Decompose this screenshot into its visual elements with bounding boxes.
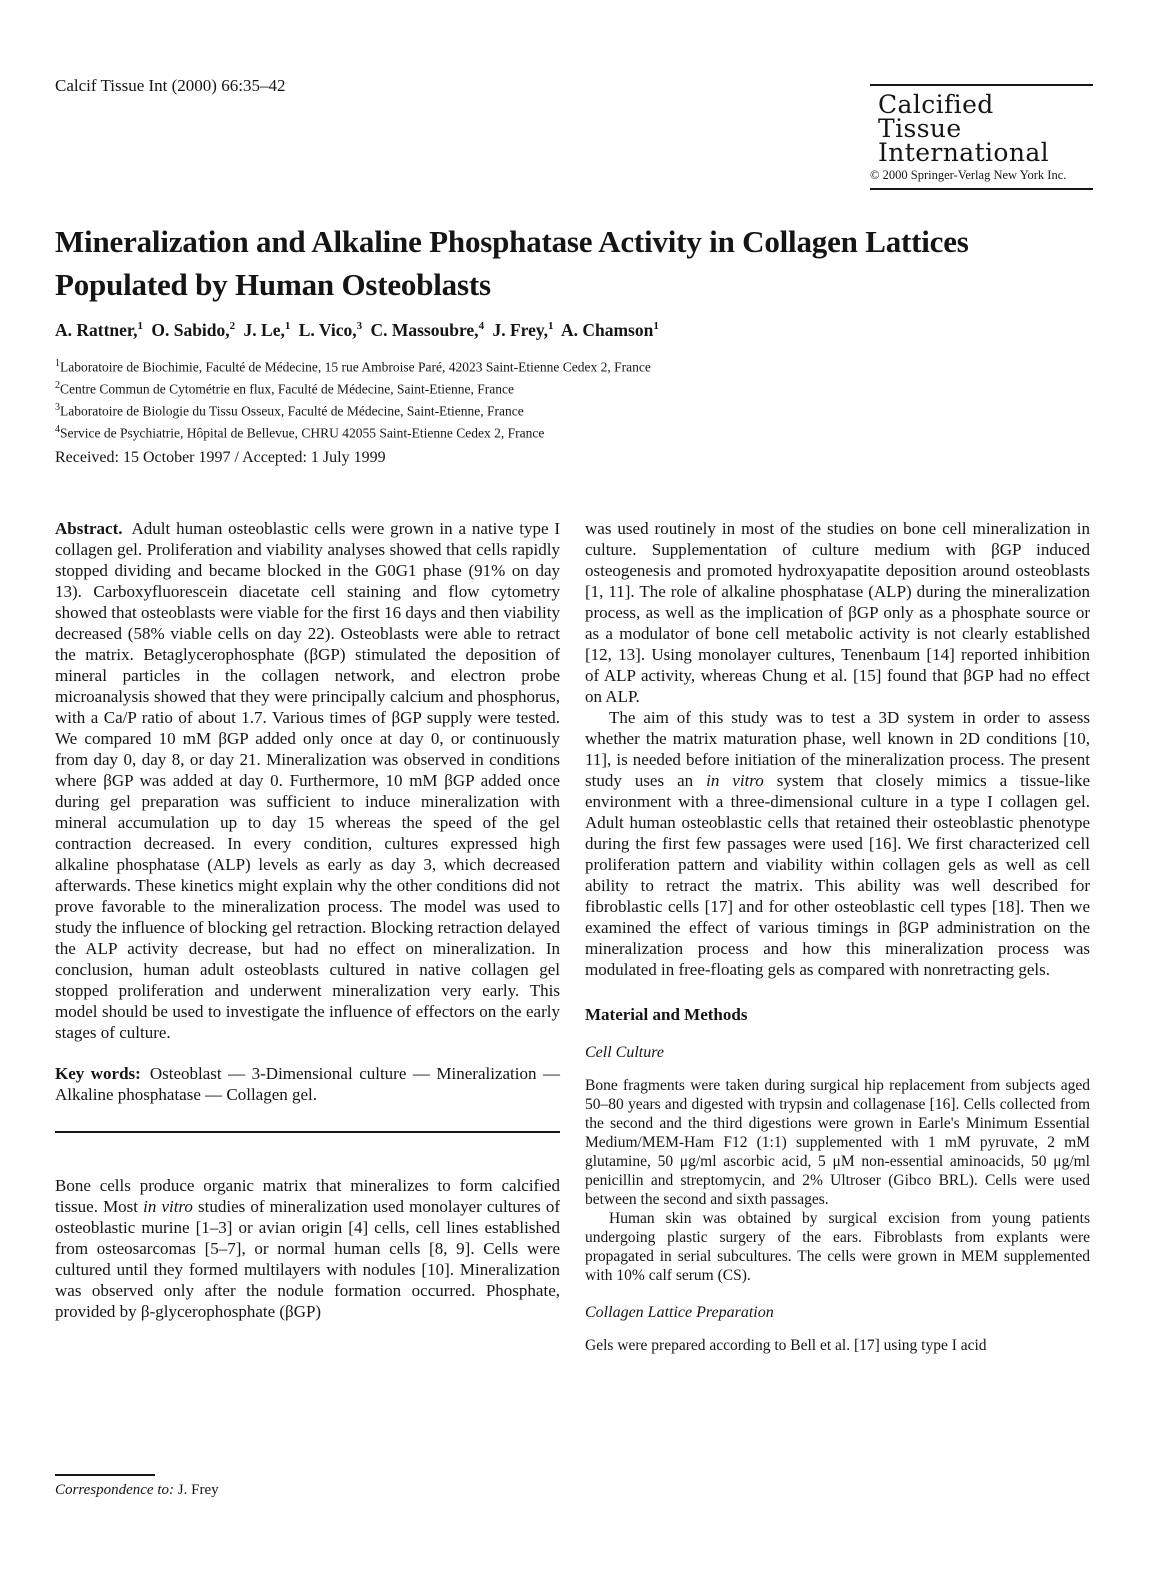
- cell-culture-paragraph-1: Bone fragments were taken during surgical hip replacement from subjects aged 50–80 years and digested with trypsin and collagenase [16]. Cells collected from the second and the third digestions were grown in Earle's Minimum Essential Medium/MEM-Ham F12 (1:1) supplemented with 1 mM pyruvate, 2 mM glutamine, 50 μg/ml ascorbic acid, 5 μM non-essential aminoacids, 50 μg/ml penicillin and streptomycin, and 2% Ultroser (Gibco BRL). Cells were used between the second and sixth passages.: [585, 1077, 1090, 1208]
- journal-logo: [870, 84, 1093, 190]
- keywords-text: Osteoblast — 3-Dimensional culture — Mineralization — Alkaline phosphatase — Collagen gel.: [55, 1064, 561, 1104]
- correspondence-text: J. Frey: [174, 1482, 219, 1498]
- journal-logo-line2: Tissue: [878, 114, 962, 143]
- collagen-lattice-paragraph: Gels were prepared according to Bell et al. [17] using type I acid: [585, 1337, 987, 1354]
- body-paragraph-continuation: was used routinely in most of the studies on bone cell mineralization in culture. Supplementation of culture medium with βGP induced osteogenesis and promoted hydroxyapatite deposition around osteoblasts [1, 11]. The role of alkaline phosphatase (ALP) during the mineralization process, as well as the implication of βGP only as a phosphate source or as a modulator of bone cell metabolic activity is not clearly established [12, 13]. Using monolayer cultures, Tenenbaum [14] reported inhibition of ALP activity, whereas Chung et al. [15] found that βGP had no effect on ALP.: [585, 519, 1090, 706]
- keywords-paragraph: [55, 1063, 560, 1105]
- abstract-label: Abstract.: [55, 519, 123, 538]
- author: A. Chamson$^1$: [560, 320, 659, 340]
- abstract-text: Adult human osteoblastic cells were grown in a native type I collagen gel. Proliferation and viability analyses showed that cells rapidly stopped dividing and became blocked in the G0G1 phase (91% on day 13). Carboxyfluorescein diacetate cell staining and flow cytometry showed that osteoblasts were viable for the first 16 days and then viability decreased (58% viable cells on day 22). Osteoblasts were able to retract the matrix. Betaglycerophosphate (βGP) stimulated the deposition of mineral particles in the collagen network, and electron probe microanalysis showed that they were principally calcium and phosphorus, with a Ca/P ratio of about 1.7. Various times of βGP supply were tested. We compared 10 mM βGP added only once at day 0, or continuously from day 0, day 8, or day 21. Mineralization was observed in conditions where βGP was added at day 0. Furthermore, 10 mM βGP added once during gel preparation was sufficient to induce mineralization with mineral accumulation up to day 15 whereas the speed of the gel contraction decreased. In every condition, cultures expressed high alkaline phosphatase (ALP) levels as early as day 3, which decreased afterwards. These kinetics might explain why the other conditions did not prove favorable to the mineralization process. The model was used to study the influence of blocking gel retraction. Blocking retraction delayed the ALP activity decrease, but had no effect on mineralization. In conclusion, human adult osteoblasts cultured in native collagen gel stopped proliferation and underwent mineralization very early. This model should be used to investigate the influence of effectors on the early stages of culture.: [55, 519, 560, 1042]
- keywords-label: Key words:: [55, 1064, 141, 1083]
- author: L. Vico,$^3$: [298, 320, 363, 340]
- two-column-body: [55, 518, 1090, 1355]
- article-title: Mineralization and Alkaline Phosphatase Activity in Collagen Lattices Populated by Human Osteoblasts: [55, 224, 969, 302]
- abstract-paragraph: [55, 518, 560, 1043]
- journal-reference: Calcif Tissue Int (2000) 66:35–42: [55, 76, 286, 95]
- section-heading-material-and-methods: Material and Methods: [585, 1005, 748, 1024]
- author: C. Massoubre,$^4$: [370, 320, 485, 340]
- correspondence-note: [55, 1474, 560, 1499]
- author: J. Frey,$^1$: [492, 320, 554, 340]
- authors-line: [55, 320, 1095, 341]
- received-accepted-line: Received: 15 October 1997 / Accepted: 1 July 1999: [55, 449, 386, 466]
- right-column: [585, 518, 1090, 1355]
- copyright-line: © 2000 Springer-Verlag New York Inc.: [870, 168, 1067, 182]
- subsection-collagen-lattice-preparation: Collagen Lattice Preparation: [585, 1304, 774, 1321]
- affiliations-block: [55, 355, 1095, 443]
- journal-logo-line1: Calcified: [878, 90, 994, 119]
- left-column: [55, 518, 560, 1355]
- section-divider-rule: [55, 1131, 560, 1133]
- author: J. Le,$^1$: [243, 320, 291, 340]
- affiliation-row: $^3$Laboratoire de Biologie du Tissu Osseux, Faculté de Médecine, Saint-Etienne, France: [55, 402, 524, 419]
- subsection-cell-culture: Cell Culture: [585, 1044, 664, 1061]
- affiliation-row: $^4$Service de Psychiatrie, Hôpital de Bellevue, CHRU 42055 Saint-Etienne Cedex 2, France: [55, 424, 545, 441]
- introduction-paragraph: Bone cells produce organic matrix that mineralizes to form calcified tissue. Most in vitro studies of mineralization used monolayer cultures of osteoblastic murine [1–3] or avian origin [4] cells, cell lines established from osteosarcomas [5–7], or normal human cells [8, 9]. Cells were cultured until they formed multilayers with nodules [10]. Mineralization was observed only after the nodule formation occurred. Phosphate, provided by β-glycerophosphate (βGP): [55, 1176, 560, 1321]
- correspondence-label: Correspondence to:: [55, 1482, 175, 1498]
- footnote-rule: [55, 1474, 155, 1476]
- affiliation-row: $^2$Centre Commun de Cytométrie en flux, Faculté de Médecine, Saint-Etienne, France: [55, 380, 514, 397]
- cell-culture-paragraph-2: Human skin was obtained by surgical excision from young patients undergoing plastic surgery of the ears. Fibroblasts from explants were propagated in serial subcultures. The cells were grown in MEM supplemented with 10% calf serum (CS).: [585, 1210, 1090, 1284]
- author: O. Sabido,$^2$: [151, 320, 236, 340]
- journal-logo-name: [870, 90, 1093, 167]
- aim-paragraph: The aim of this study was to test a 3D system in order to assess whether the matrix maturation phase, well known in 2D conditions [10, 11], is needed before initiation of the mineralization process. The present study uses an in vitro system that closely mimics a tissue-like environment with a three-dimensional culture in a type I collagen gel. Adult human osteoblastic cells that retained their osteoblastic phenotype during the first few passages were used [16]. We first characterized cell proliferation pattern and viability within collagen gels as well as cell ability to retract the matrix. This ability was well described for fibroblastic cells [17] and for other osteoblastic cell types [18]. Then we examined the effect of various timings in βGP administration on the mineralization process and how this mineralization process was modulated in free-floating gels as compared with nonretracting gels.: [585, 708, 1091, 979]
- journal-logo-line3: International: [878, 138, 1050, 167]
- affiliation-row: $^1$Laboratoire de Biochimie, Faculté de Médecine, 15 rue Ambroise Paré, 42023 Saint-Etienne Cedex 2, France: [55, 358, 651, 375]
- author: A. Rattner,$^1$: [55, 320, 143, 340]
